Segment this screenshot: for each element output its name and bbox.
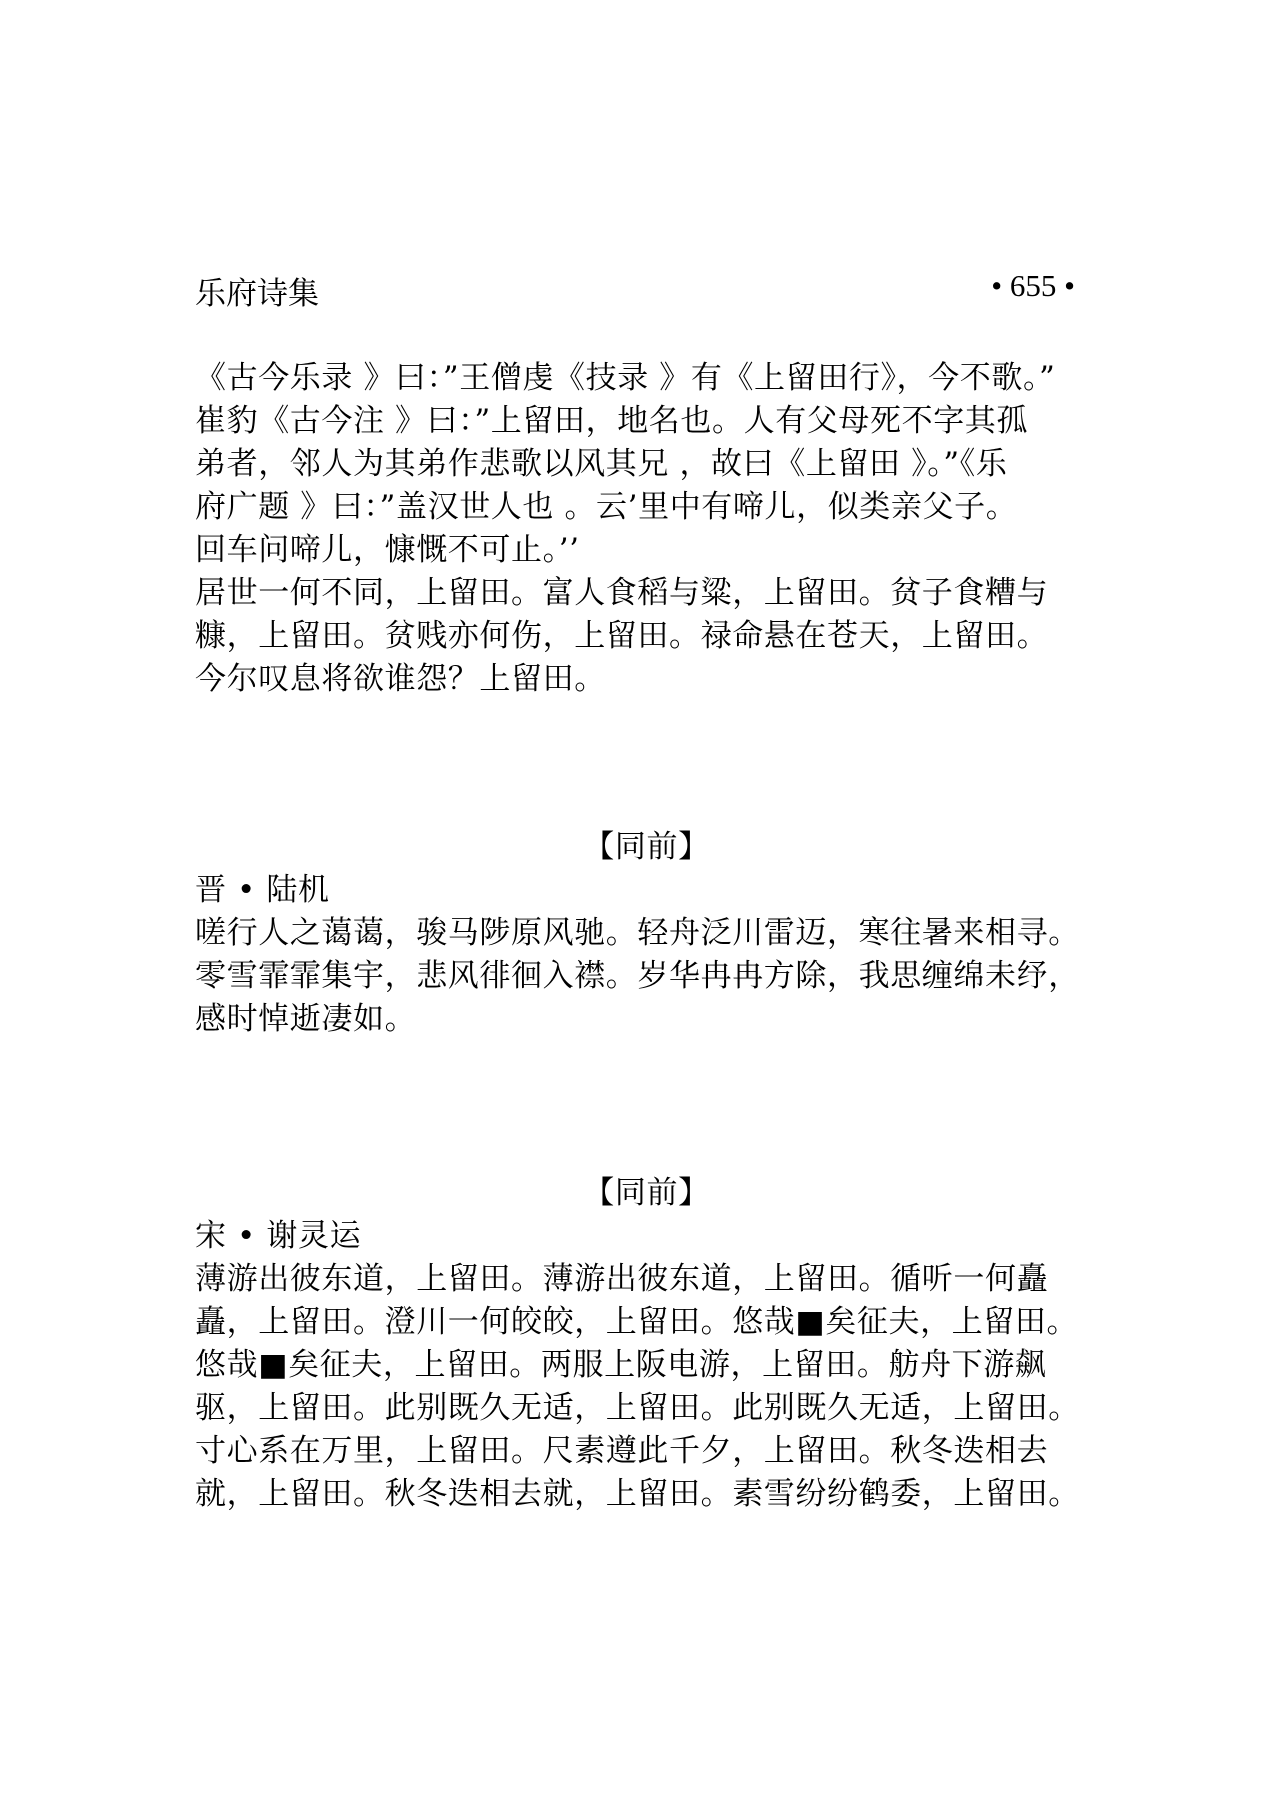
page-header xyxy=(195,268,1075,314)
poem-line: 零雪霏霏集宇，悲风徘徊入襟。岁华冉冉方除，我思缠绵未纾， xyxy=(195,958,1080,994)
poem-line: 矗，上留田。澄川一何皎皎，上留田。悠哉■矣征夫，上留田。 xyxy=(195,1304,1079,1340)
poem-line: 驱，上留田。此别既久无适，上留田。此别既久无适，上留田。 xyxy=(195,1390,1080,1426)
poem-line: 嗟行人之蔼蔼，骏马陟原风驰。轻舟泛川雷迈，寒往暑来相寻。 xyxy=(195,915,1080,951)
section-title: 【同前】 xyxy=(583,829,710,865)
poem-line: 糠，上留田。贫贱亦何伤，上留田。禄命悬在苍天，上留田。 xyxy=(195,618,1049,654)
text-line: 崔豹《古今注 》曰：”上留田，地名也。人有父母死不字其孤 xyxy=(195,403,1028,439)
intro-text xyxy=(195,357,1115,701)
text-line: 回车问啼儿，慷慨不可止。’’ xyxy=(195,532,580,568)
poem-line: 今尔叹息将欲谁怨？上留田。 xyxy=(195,661,606,697)
poem-line: 感时悼逝凄如。 xyxy=(195,1001,417,1037)
poem-author: 宋 • 谢灵运 xyxy=(195,1218,362,1254)
poem-section xyxy=(195,1172,1115,1516)
section-title: 【同前】 xyxy=(583,1175,710,1211)
text-line: 《古今乐录 》曰：”王僧虔《技录 》有《上留田行》，今不歌。” xyxy=(195,360,1056,396)
text-line: 弟者，邻人为其弟作悲歌以风其兄 ，故曰《上留田 》。”《乐 xyxy=(195,446,1008,482)
poem-author: 晋 • 陆机 xyxy=(195,872,330,908)
poem-line: 寸心系在万里，上留田。尺素遵此千夕，上留田。秋冬迭相去 xyxy=(195,1433,1049,1469)
book-title: 乐府诗集 xyxy=(195,276,319,312)
poem-line: 悠哉■矣征夫，上留田。两服上阪电游，上留田。舫舟下游飙 xyxy=(195,1347,1047,1383)
page-number: • 655 • xyxy=(991,268,1075,303)
poem-line: 就，上留田。秋冬迭相去就，上留田。素雪纷纷鹤委，上留田。 xyxy=(195,1476,1080,1512)
poem-line: 居世一何不同，上留田。富人食稻与粱，上留田。贫子食糟与 xyxy=(195,575,1049,611)
text-line: 府广题 》曰：”盖汉世人也 。云’里中有啼儿，似类亲父子。 xyxy=(195,489,1018,525)
poem-line: 薄游出彼东道，上留田。薄游出彼东道，上留田。循听一何矗 xyxy=(195,1261,1049,1297)
poem-section xyxy=(195,826,1115,1041)
